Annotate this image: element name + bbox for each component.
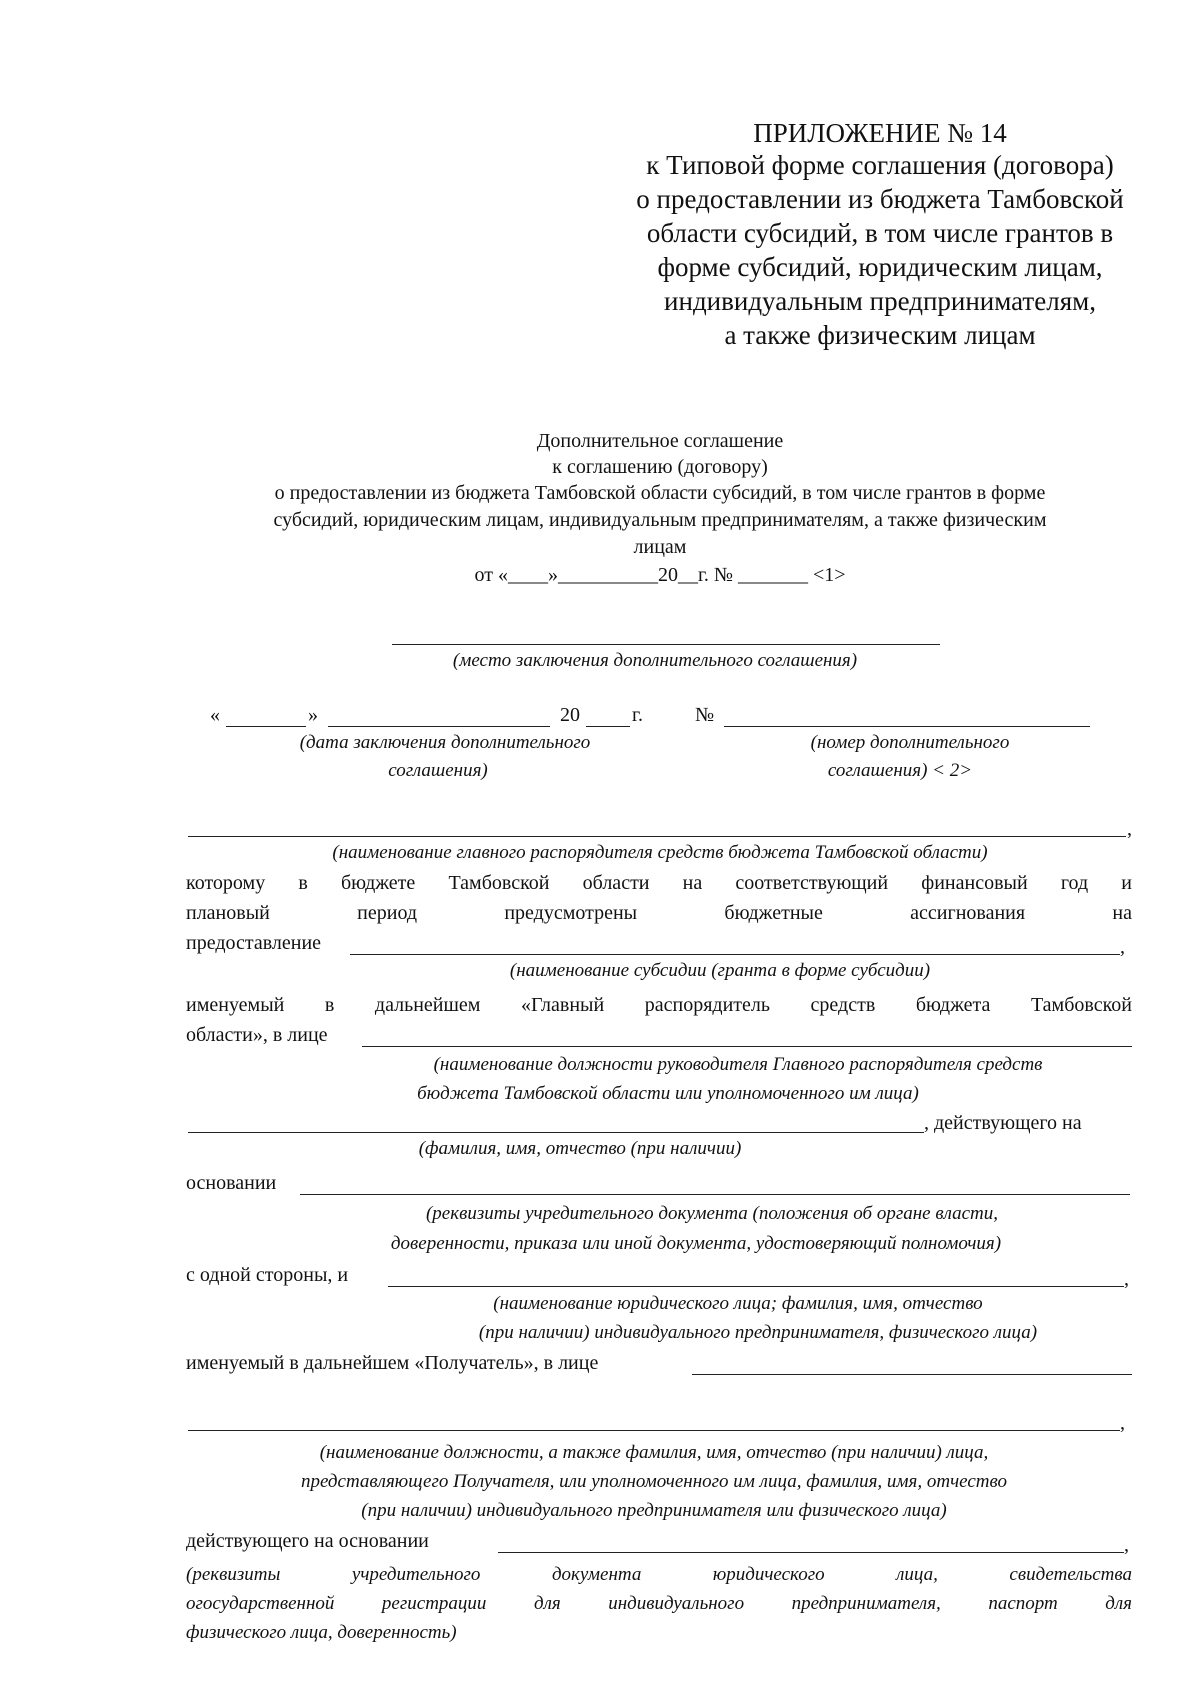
word: учредительного — [351, 1564, 481, 1585]
in-person-label: области», в лице — [186, 1024, 328, 1046]
word: (реквизиты — [186, 1564, 281, 1585]
basis-label: основании — [186, 1172, 277, 1194]
comma: , — [1120, 936, 1125, 958]
recipient-label: именуемый в дальнейшем «Получатель», в лице — [186, 1352, 599, 1374]
acting-basis-field[interactable] — [498, 1552, 1124, 1553]
number-field[interactable] — [724, 726, 1090, 727]
place-field[interactable] — [392, 644, 940, 645]
word: документа — [551, 1564, 642, 1585]
open-quote: « — [210, 704, 220, 726]
comma: , — [1124, 1268, 1129, 1290]
close-quote: » — [308, 704, 318, 726]
doc-date-line: от «____»__________20__г. № _______ <1> — [474, 564, 846, 586]
acting-basis-label: действующего на основании — [186, 1530, 429, 1552]
requisites-caption — [186, 1564, 1132, 1586]
paragraph-line: именуемый в дальнейшем «Главный распорядитель средств бюджета Тамбовской — [186, 994, 1132, 1016]
paragraph-line — [186, 902, 1132, 925]
word: период — [357, 902, 418, 924]
position-field[interactable] — [362, 1046, 1132, 1047]
comma: , — [1120, 1412, 1125, 1434]
place-caption: (место заключения дополнительного соглашения) — [452, 650, 858, 671]
fio-field[interactable] — [188, 1132, 924, 1133]
word: юридического — [712, 1564, 825, 1585]
representative-field[interactable] — [188, 1430, 1120, 1431]
word: плановый — [186, 902, 270, 924]
subsidy-caption: (наименование субсидии (гранта в форме субсидии) — [509, 960, 931, 981]
provision-label: предоставление — [186, 932, 322, 954]
position-caption: бюджета Тамбовской области или уполномоченного им лица) — [417, 1083, 919, 1104]
date-caption: (дата заключения дополнительного — [299, 732, 591, 753]
entity-field[interactable] — [388, 1286, 1124, 1287]
word: бюджетные — [724, 902, 823, 924]
representative-caption: (наименование должности, а также фамилия, имя, отчество (при наличии) лица, — [319, 1442, 989, 1463]
doc-title-line: к соглашению (договору) — [552, 456, 768, 478]
recipient-position-field[interactable] — [692, 1374, 1132, 1375]
representative-caption: (при наличии) индивидуального предпринимателя или физического лица) — [361, 1500, 947, 1521]
doc-title-line: о предоставлении из бюджета Тамбовской области субсидий, в том числе грантов в форме — [274, 482, 1046, 504]
month-field[interactable] — [328, 726, 550, 727]
appendix-subtitle-line: к Типовой форме соглашения (договора) — [646, 150, 1114, 180]
one-side-label: с одной стороны, и — [186, 1264, 349, 1286]
appendix-subtitle-line: форме субсидий, юридическим лицам, — [657, 252, 1103, 282]
paragraph-line: которому в бюджете Тамбовской области на соответствующий финансовый год и — [186, 872, 1132, 894]
doc-title: Дополнительное соглашение — [536, 430, 784, 452]
number-caption: соглашения) < 2> — [827, 760, 973, 781]
acting-on-label: , действующего на — [924, 1112, 1082, 1134]
comma: , — [1124, 1534, 1129, 1556]
word: свидетельства — [1009, 1564, 1132, 1585]
word: на — [1112, 902, 1132, 924]
appendix-subtitle-line: индивидуальным предпринимателям, — [664, 286, 1096, 316]
year-suffix: г. — [632, 704, 643, 726]
appendix-subtitle-line: а также физическим лицам — [724, 320, 1036, 350]
fio-caption: (фамилия, имя, отчество (при наличии) — [418, 1138, 742, 1159]
doc-caption: (реквизиты учредительного документа (положения об органе власти, — [425, 1203, 999, 1224]
comma: , — [1127, 818, 1132, 840]
word: лица, — [896, 1564, 938, 1585]
appendix-title: ПРИЛОЖЕНИЕ № 14 — [753, 118, 1007, 148]
position-caption: (наименование должности руководителя Главного распорядителя средств — [433, 1054, 1043, 1075]
entity-caption: (наименование юридического лица; фамилия, имя, отчество — [493, 1293, 983, 1314]
word: предусмотрены — [504, 902, 638, 924]
doc-title-line: субсидий, юридическим лицам, индивидуальным предпринимателям, а также физическим — [273, 509, 1047, 531]
gr-name-field[interactable] — [188, 836, 1126, 837]
year-prefix: 20 — [560, 704, 580, 726]
entity-caption: (при наличии) индивидуального предпринимателя, физического лица) — [478, 1322, 1038, 1343]
word: ассигнования — [910, 902, 1026, 924]
date-caption: соглашения) — [388, 760, 488, 781]
subsidy-name-field[interactable] — [350, 954, 1120, 955]
appendix-subtitle-line: области субсидий, в том числе грантов в — [646, 218, 1114, 248]
appendix-subtitle-line: о предоставлении из бюджета Тамбовской — [636, 184, 1124, 214]
number-caption: (номер дополнительного — [810, 732, 1010, 753]
representative-caption: представляющего Получателя, или уполномоченного им лица, фамилия, имя, отчество — [300, 1471, 1008, 1492]
number-sign: № — [695, 704, 715, 726]
requisites-caption: физического лица, доверенность) — [186, 1622, 457, 1643]
doc-title-line: лицам — [633, 536, 687, 558]
gr-caption: (наименование главного распорядителя средств бюджета Тамбовской области) — [332, 842, 988, 863]
year-field[interactable] — [586, 726, 630, 727]
doc-caption: доверенности, приказа или иной документа, удостоверяющий полномочия) — [390, 1233, 1002, 1254]
requisites-caption: огосударственной регистрации для индивидуального предпринимателя, паспорт для — [186, 1593, 1132, 1614]
basis-field[interactable] — [300, 1194, 1130, 1195]
day-field[interactable] — [226, 726, 306, 727]
